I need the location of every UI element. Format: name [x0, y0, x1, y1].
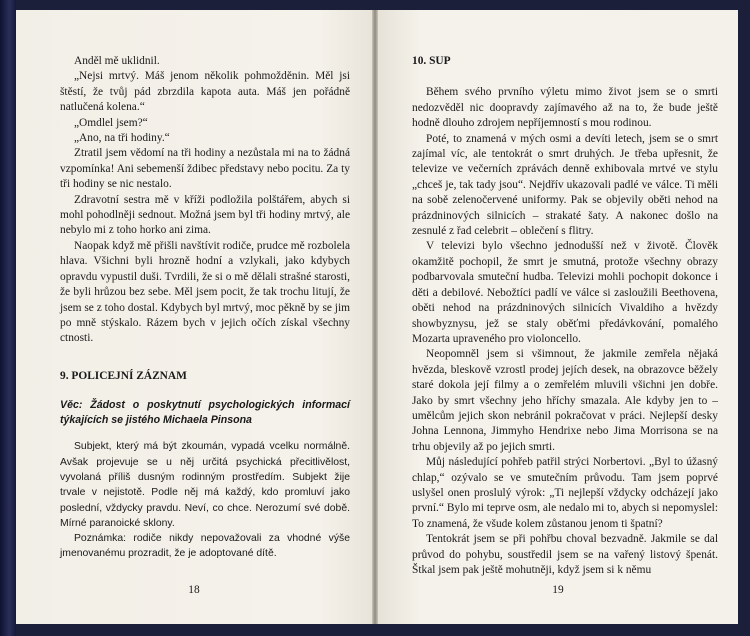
chapter-heading: 10. SUP [412, 55, 451, 67]
left-page-content [60, 54, 350, 562]
paragraph: „Omdlel jsem?“ [74, 116, 148, 129]
paragraph: Poté, to znamená v mých osmi a devíti letech, jsem se o smrt zajímal víc, ale tentokrát o smrt druhých. Je třeba upřesnit, že televize ve večerních zprávách denně exhibovala mrtvé ve stylu „chceš je, tak tady jsou“. Nejdřív ukazovali padlé ve válce. Ti měli na sobě zelenočervené uniformy. Pak se objevily oběti nehod na prázdninových silnicích – strakaté šaty. A nakonec došlo na zesnulé z řad celebrit – oblečení s flitry. [412, 132, 718, 238]
paragraph: Tentokrát jsem se při pohřbu choval bezvadně. Jakmile se dal průvod do pohybu, soustředil jsem se na vařený listový špenát. Štkal jsem pak ještě mohutněji, když jsem si k němu [412, 533, 718, 576]
paragraph: Během svého prvního výletu mimo život jsem se o smrti nedozvěděl nic doopravdy zajímavého až na to, že bude ještě hodně dlouho zdrojem nepříjemností s mou rodinou. [412, 86, 718, 130]
page-number: 18 [188, 584, 200, 596]
right-page [378, 10, 738, 624]
document-subject: Věc: Žádost o poskytnutí psychologických informací týkajících se jistého Michaela Pinsona [60, 399, 350, 426]
page-number: 19 [552, 584, 564, 596]
paragraph: „Ano, na tři hodiny.“ [74, 132, 170, 145]
book-cover-edge-right [738, 0, 750, 636]
right-page-content [412, 54, 718, 578]
paragraph: Můj následující pohřeb patřil strýci Norbertovi. „Byl to úžasný chlap,“ ozývalo se ve smutečním průvodu. Tam jsem poprvé uslyšel onen proslulý výrok: „Ti nejlepší vždycky odcházejí jako první.“ Bylo mi teprve osm, ale nedalo mi to, abych si nepomyslel: To znamená, že všude kolem zůstanou jenom ti špatní? [412, 456, 718, 530]
paragraph: Neopomněl jsem si všimnout, že jakmile zemřela nějaká hvězda, bleskově vzrostl prodej jejích desek, na obrazovce běžely staré dokola její filmy a o zemřelém mluvili všichni jen dobře. Jako by smrt všechny jeho hříchy smazala. Ale kdyby jen to – umělcům jejich skon nebránil pokračovat v práci. Nejlepší desky Johna Lennona, Jimmyho Hendrixe nebo Jima Morrisona se na trhu objevily až po jejich smrti. [412, 348, 718, 453]
paragraph: Naopak když mě přišli navštívit rodiče, prudce mě rozbolela hlava. Všichni byli hrozně hodní a vzlykali, jako kdybych opravdu vypustil duši. Tvrdili, že si o mě dělali strašné starosti, že byli hrůzou bez sebe. Měl jsem pocit, že tak trochu litují, že jsem se z toho dostal. Kdybych byl mrtvý, moc pěkně by se jim po mně stýskalo. Rázem bych v jejich očích získal všechny ctnosti. [60, 239, 350, 345]
paragraph: V televizi bylo všechno jednodušší než v životě. Člověk okamžitě pochopil, že smrt je smutná, protože všechny obrazy podbarvovala smuteční hudba. Televizi mohli pochopit dokonce i děti a debilové. Nebožtíci padlí ve válce si zasloužili Beethovena, oběti nehod na prázdninových silnicích Vivaldiho a hvězdy showbyznysu, jež se staly oběťmi předávkování, pomalého Mozarta upraveného pro violoncello. [412, 240, 718, 345]
left-page [16, 10, 372, 624]
chapter-heading: 9. POLICEJNÍ ZÁZNAM [60, 369, 187, 382]
book-cover-edge-left [0, 0, 16, 636]
paragraph: „Nejsi mrtvý. Máš jenom několik pohmožděnin. Měl jsi štěstí, že tvůj pád zbrzdila kapota auta. Máš jen pořádně natlučená kolena.“ [60, 70, 350, 114]
paragraph: Zdravotní sestra mě v kříži podložila polštářem, abych si mohl pohodlněji sednout. Možná jsem byl tři hodiny mrtvý, ale nebylo mi z toho horko ani zima. [60, 193, 350, 237]
paragraph: Ztratil jsem vědomí na tři hodiny a nezůstala mi na to žádná vzpomínka! Ani sebemenší ždibec představy nebo pocitu. Za ty tři hodiny se nic nestalo. [60, 147, 350, 191]
paragraph: Subjekt, který má být zkoumán, vypadá vcelku normálně. Avšak projevuje se u něj určitá psychická přecitlivělost, vyvolaná příliš dusným rodinným prostředím. Subjekt žije trvale v nejistotě. Podle něj má každý, kdo promluví jako poslední, vždycky pravdu. Neví, co chce. Nerozumí své době. Mírné paranoické sklony. [60, 441, 350, 529]
paragraph: Poznámka: rodiče nikdy nepovažovali za vhodné výše jmenovanému prozradit, že je adoptované dítě. [60, 533, 350, 560]
police-report-body [60, 439, 350, 561]
paragraph: Anděl mě uklidnil. [74, 55, 160, 67]
